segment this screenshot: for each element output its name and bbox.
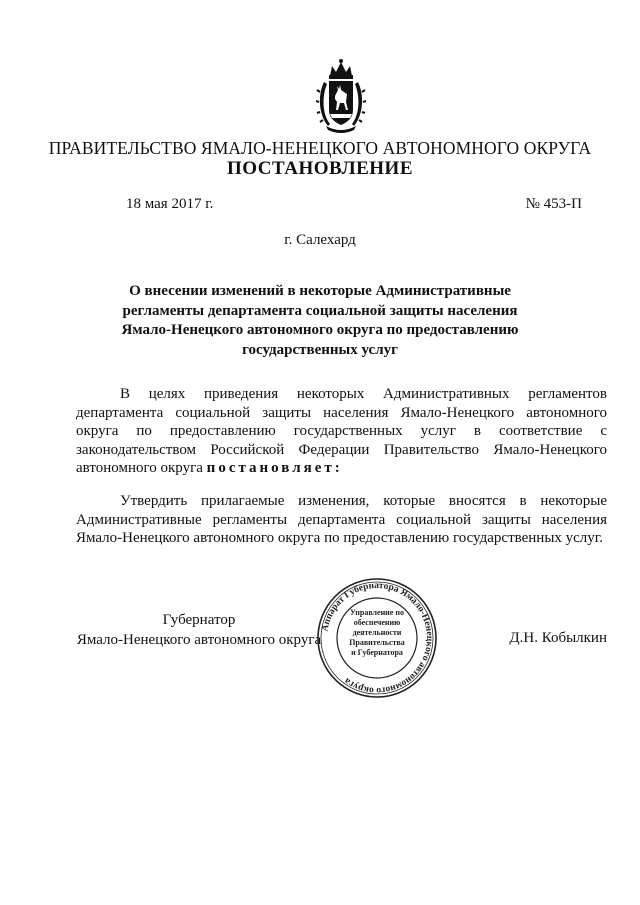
coat-of-arms-emblem	[316, 58, 366, 136]
seal-line-5: и Губернатора	[351, 648, 403, 657]
official-seal	[316, 577, 438, 699]
government-name: ПРАВИТЕЛЬСТВО ЯМАЛО-НЕНЕЦКОГО АВТОНОМНОГО ОКРУГА	[48, 138, 592, 158]
paragraph-1-text: В целях приведения некоторых Административных регламентов департамента социальной защиты населения Ямало-Ненецкого автономного округа по предоставлению государственных услуг в соответствие с законодательством Российской Федерации Правительство Ямало-Ненецкого автономного округа	[76, 386, 607, 476]
document-type: ПОСТАНОВЛЕНИЕ	[226, 158, 414, 179]
round-seal-icon	[316, 577, 438, 699]
seal-line-3: деятельности	[352, 628, 402, 637]
body-paragraph-1	[76, 385, 607, 478]
signatory-role-line-1: Губернатор	[162, 612, 236, 628]
body-paragraph-2: Утвердить прилагаемые изменения, которые вносятся в некоторые Административные регламенты департамента социальной защиты населения Ямало-Ненецкого автономного округа по предоставлению государственных услуг.	[76, 493, 607, 546]
decree-city: г. Салехард	[284, 232, 356, 248]
signatory-name: Д.Н. Кобылкин	[509, 630, 607, 646]
seal-line-4: Правительства	[349, 638, 405, 647]
decree-number: № 453-П	[525, 196, 582, 212]
seal-ring-text: Аппарат Губернатора Ямало-Ненецкого автономного округа	[320, 580, 435, 696]
decree-title: О внесении изменений в некоторые Административные регламенты департамента социальной защиты населения Ямало-Ненецкого автономного округа по предоставлению государственных услуг	[121, 283, 519, 358]
signatory-role-line-2: Ямало-Ненецкого автономного округа	[76, 632, 322, 648]
resolution-keyword: постановляет:	[206, 460, 343, 476]
seal-line-1: Управление по	[350, 608, 404, 617]
decree-date: 18 мая 2017 г.	[126, 196, 214, 212]
signatory-role	[76, 610, 322, 650]
seal-line-2: обеспечению	[353, 618, 401, 627]
yanao-coat-of-arms-icon	[316, 58, 366, 136]
